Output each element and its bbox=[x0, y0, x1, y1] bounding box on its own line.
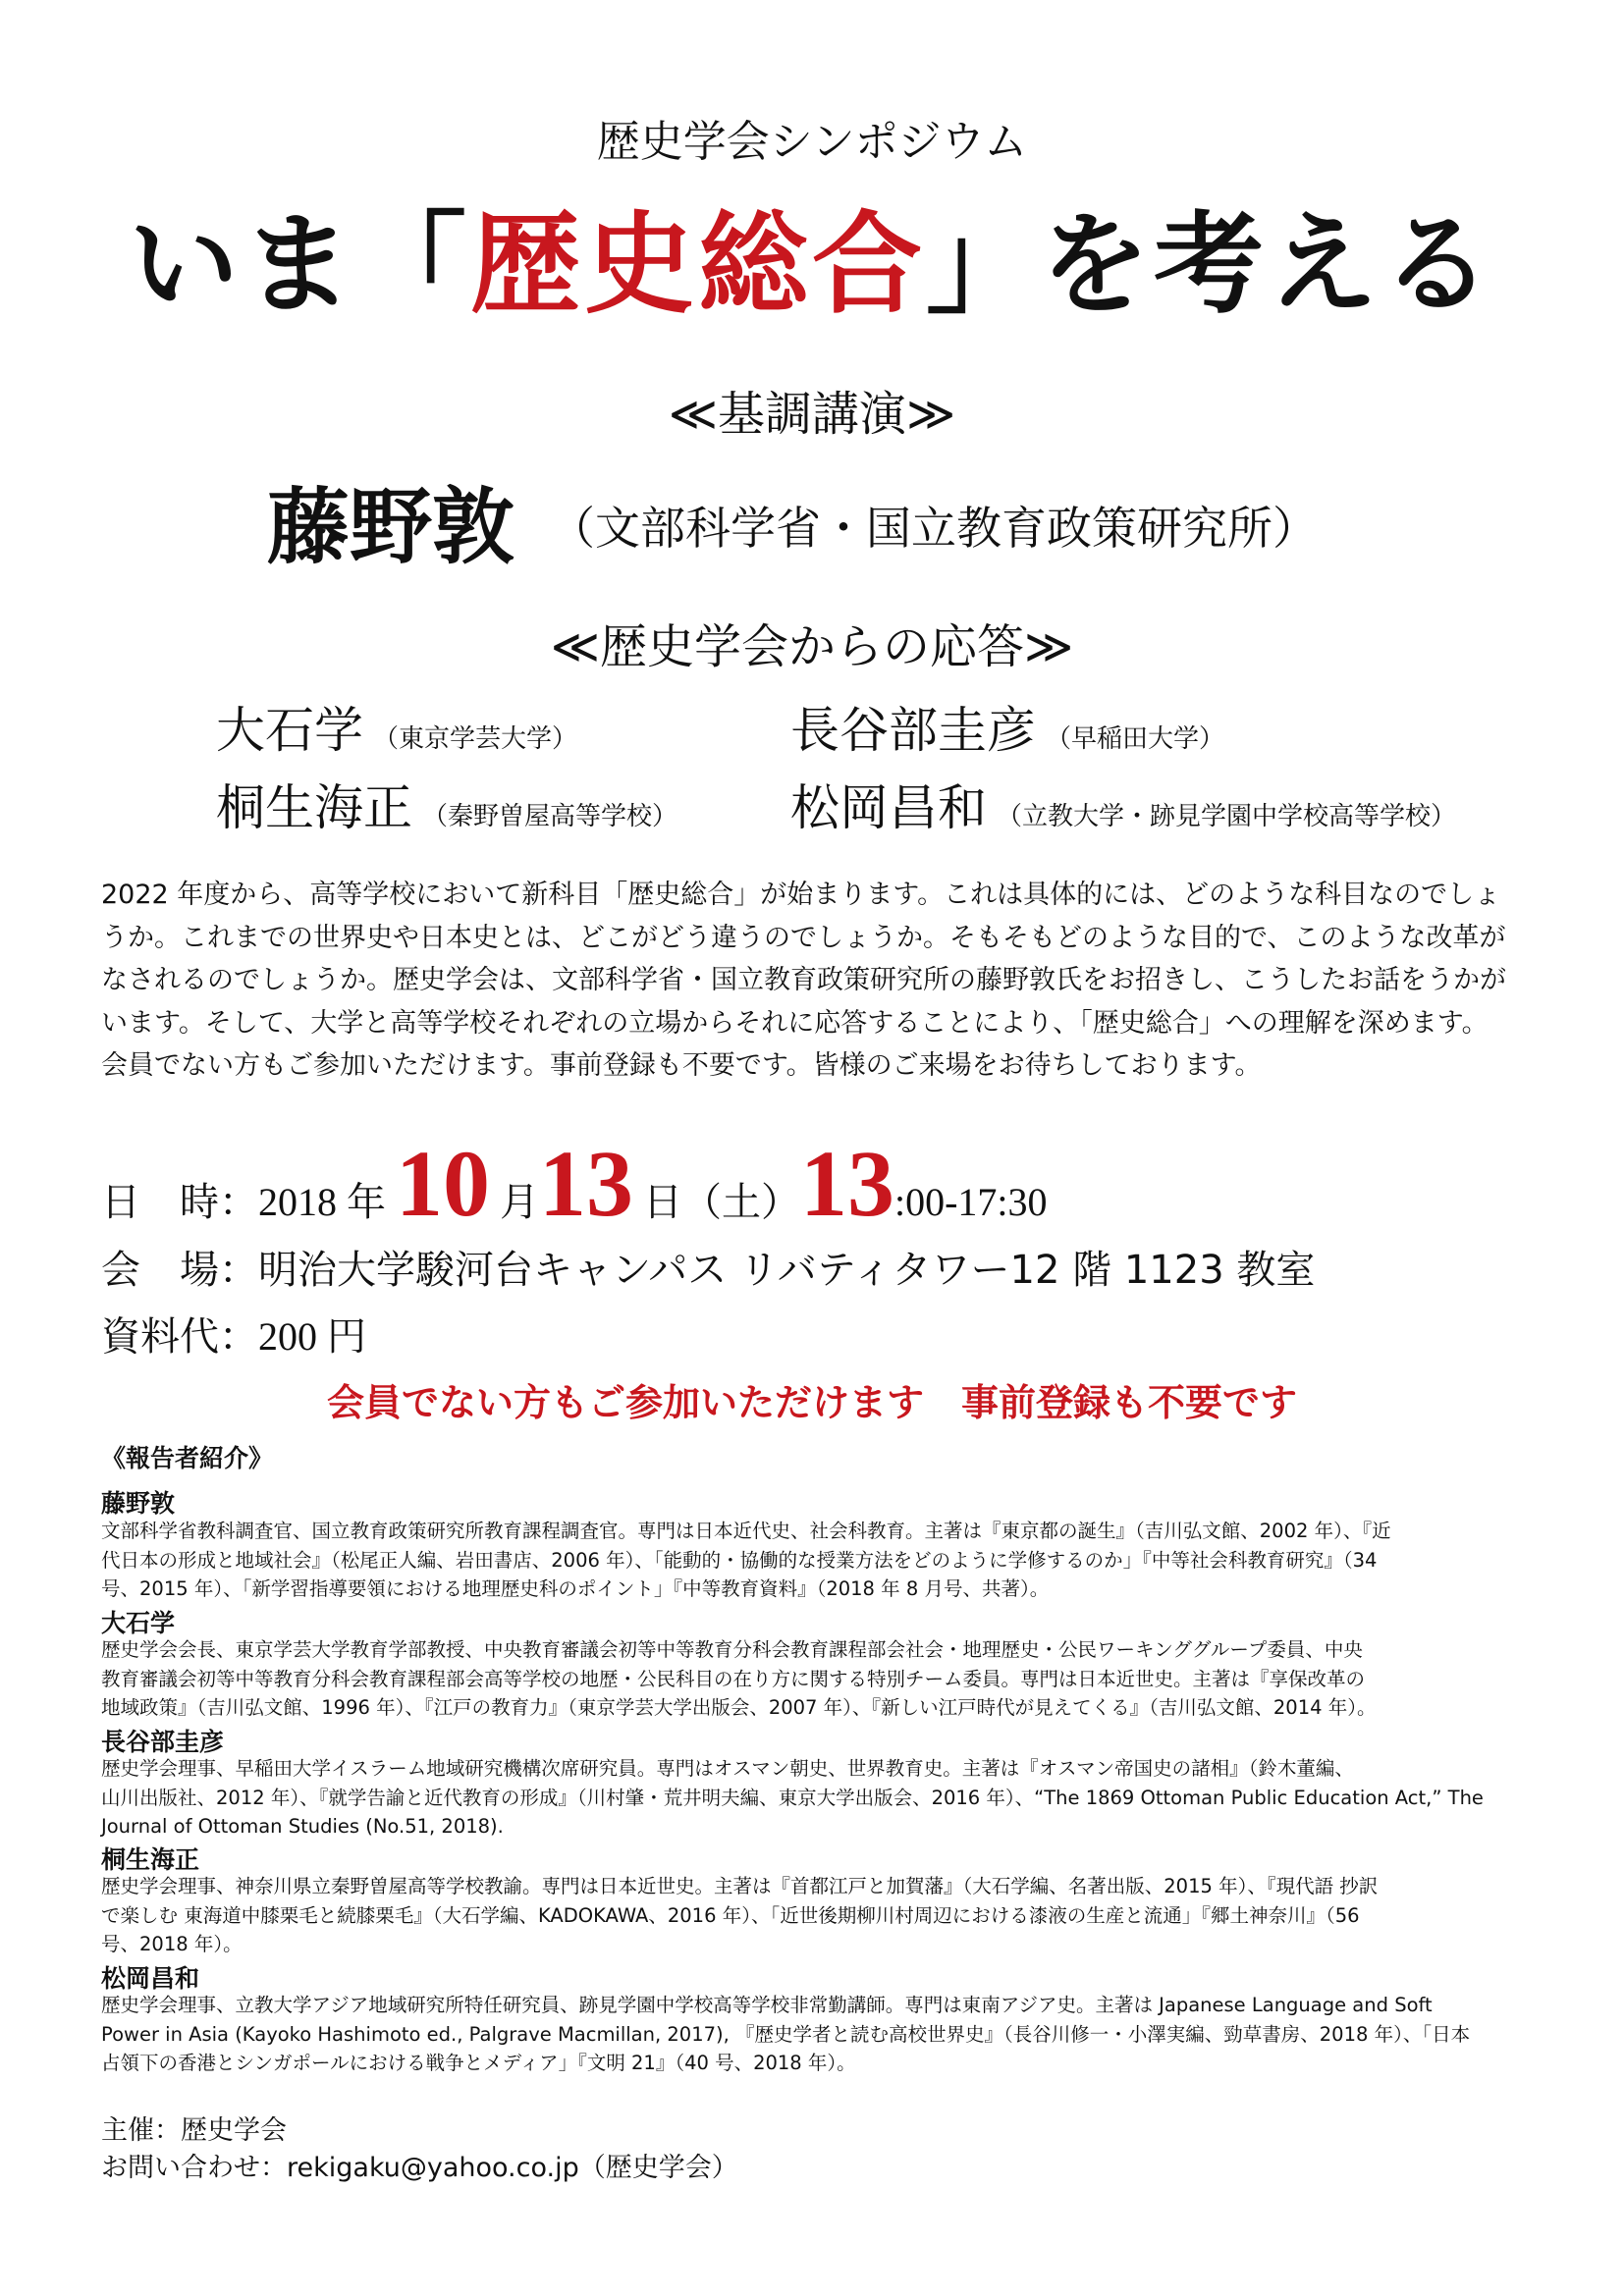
fee-unit: 円 bbox=[327, 1314, 366, 1360]
keynote-section-label: ≪基調講演≫ bbox=[668, 387, 956, 442]
intro-line: なされるのでしょうか。歴史学会は、文部科学省・国立教育政策研究所の藤野敦氏をお招きし、こうしたお話をうかが bbox=[101, 965, 1506, 995]
event-datetime bbox=[101, 1129, 1048, 1238]
date-day: 13 bbox=[539, 1131, 633, 1236]
profile-bio bbox=[101, 1991, 1530, 2078]
date-year: 2018 bbox=[258, 1180, 337, 1224]
event-subtitle: 歴史学会シンポジウム bbox=[596, 117, 1028, 167]
fee-label: 資料代： bbox=[101, 1314, 258, 1360]
event-title bbox=[0, 177, 1624, 335]
bio-line: 文部科学省教科調査官、国立教育政策研究所教育課程調査官。専門は日本近代史、社会科教育。主著は『東京都の誕生』（吉川弘文館、2002 年）、『近 bbox=[101, 1520, 1391, 1542]
bio-line: Journal of Ottoman Studies (No.51, 2018). bbox=[101, 1815, 504, 1838]
bio-line: 占領下の香港とシンガポールにおける戦争とメディア」『文明 21』（40 号、2018 年）。 bbox=[101, 2052, 856, 2074]
intro-line: 会員でない方もご参加いただけます。事前登録も不要です。皆様のご来場をお待ちしております。 bbox=[101, 1050, 1262, 1081]
profile-bio bbox=[101, 1754, 1530, 1842]
intro-line: 2022 年度から、高等学校において新科目「歴史総合」が始まります。これは具体的には、どのような科目なのでしょ bbox=[101, 880, 1501, 910]
bio-line: 歴史学会理事、立教大学アジア地域研究所特任研究員、跡見学園中学校高等学校非常勤講師。専門は東南アジア史。主著は Japanese Language and Soft bbox=[101, 1994, 1433, 2016]
bio-line: 号、2018 年）。 bbox=[101, 1933, 243, 1955]
profile-bio bbox=[101, 1517, 1530, 1604]
title-suffix: 」を考える bbox=[926, 201, 1495, 329]
event-venue bbox=[101, 1239, 1315, 1295]
speaker-entry bbox=[790, 691, 1224, 762]
organizer: 主催：歴史学会 bbox=[101, 2115, 287, 2146]
profile-name: 藤野敦 bbox=[101, 1489, 176, 1518]
date-month: 10 bbox=[396, 1131, 490, 1236]
fee-amount: 200 bbox=[258, 1314, 317, 1359]
speaker-entry bbox=[216, 691, 577, 762]
bio-line: 歴史学会理事、神奈川県立秦野曽屋高等学校教諭。専門は日本近世史。主著は『首都江戸と加賀藩』（大石学編、名著出版、2015 年）、『現代語 抄訳 bbox=[101, 1875, 1379, 1897]
speaker-affiliation: （早稲田大学） bbox=[1046, 724, 1225, 754]
bio-line: で楽しむ 東海道中膝栗毛と続膝栗毛』（大石学編、KADOKAWA、2016 年）、「近世後期柳川村周辺における漆液の生産と流通」『郷土神奈川』（56 bbox=[101, 1903, 1360, 1927]
bio-line: Power in Asia (Kayoko Hashimoto ed., Palgrave Macmillan, 2017), 『歴史学者と読む高校世界史』（長谷川修一・小澤実編、勁草書房、2018 年）、「日本 bbox=[101, 2022, 1471, 2046]
start-hour: 13 bbox=[800, 1131, 894, 1236]
keynote-speaker-name: 藤野敦 bbox=[267, 479, 515, 575]
profile-bio bbox=[101, 1635, 1530, 1723]
profile-name: 松岡昌和 bbox=[101, 1964, 200, 1993]
profile-bio bbox=[101, 1872, 1530, 1959]
intro-line: います。そして、大学と高等学校それぞれの立場からそれに応答することにより、「歴史総合」への理解を深めます。 bbox=[101, 1007, 1489, 1039]
date-month-unit: 月 bbox=[500, 1180, 539, 1225]
title-highlight: 歴史総合 bbox=[470, 201, 926, 329]
title-prefix: いま「 bbox=[129, 201, 470, 329]
speaker-entry bbox=[216, 769, 677, 839]
bio-line: 山川出版社、2012 年）、『就学告諭と近代教育の形成』（川村肇・荒井明夫編、東京大学出版会、2016 年）、“The 1869 Ottoman Public Education Act,” The bbox=[101, 1786, 1484, 1809]
bio-line: 代日本の形成と地域社会』（松尾正人編、岩田書店、2006 年）、「能動的・協働的な授業方法をどのように学修するのか」『中等社会科教育研究』（34 bbox=[101, 1548, 1378, 1572]
speaker-affiliation: （立教大学・跡見学園中学校高等学校） bbox=[997, 802, 1457, 831]
venue-text: 明治大学駿河台キャンパス リバティタワー12 階 1123 教室 bbox=[258, 1248, 1316, 1293]
speaker-name: 長谷部圭彦 bbox=[790, 702, 1036, 759]
bio-line: 地域政策』（吉川弘文館、1996 年）、『江戸の教育力』（東京学芸大学出版会、2007 年）、『新しい江戸時代が見えてくる』（吉川弘文館、2014 年）。 bbox=[101, 1696, 1377, 1719]
profile-name: 桐生海正 bbox=[101, 1845, 200, 1874]
speaker-entry bbox=[790, 769, 1456, 839]
speaker-name: 松岡昌和 bbox=[790, 779, 987, 836]
date-day-unit: 日（土） bbox=[643, 1180, 800, 1225]
speaker-affiliation: （秦野曽屋高等学校） bbox=[422, 802, 678, 831]
speaker-affiliation: （東京学芸大学） bbox=[373, 724, 578, 754]
speaker-name: 桐生海正 bbox=[216, 779, 412, 836]
date-year-unit: 年 bbox=[347, 1180, 386, 1225]
venue-label: 会 場： bbox=[101, 1248, 258, 1293]
contact-info: お問い合わせ：rekigaku@yahoo.co.jp（歴史学会） bbox=[101, 2153, 738, 2183]
keynote-speaker-affiliation: （文部科学省・国立教育政策研究所） bbox=[550, 502, 1318, 555]
profile-name: 大石学 bbox=[101, 1609, 176, 1637]
bio-line: 歴史学会理事、早稲田大学イスラーム地域研究機構次席研究員。専門はオスマン朝史、世界教育史。主著は『オスマン帝国史の諸相』（鈴木董編、 bbox=[101, 1757, 1354, 1780]
bio-line: 号、2015 年）、「新学習指導要領における地理歴史科のポイント」『中等教育資料』（2018 年 8 月号、共著）。 bbox=[101, 1577, 1050, 1600]
speaker-name: 大石学 bbox=[216, 702, 363, 759]
bio-line: 歴史学会会長、東京学芸大学教育学部教授、中央教育審議会初等中等教育分科会教育課程部会社会・地理歴史・公民ワーキンググループ委員、中央 bbox=[101, 1638, 1363, 1661]
responses-section-label: ≪歴史学会からの応答≫ bbox=[550, 619, 1074, 674]
intro-line: うか。これまでの世界史や日本史とは、どこがどう違うのでしょうか。そもそもどのような目的で、このような改革が bbox=[101, 922, 1506, 953]
intro-paragraph bbox=[101, 874, 1535, 1088]
profile-name: 長谷部圭彦 bbox=[101, 1728, 225, 1756]
bio-line: 教育審議会初等中等教育分科会教育課程部会高等学校の地歴・公民科目の在り方に関する特別チーム委員。専門は日本近世史。主著は『享保改革の bbox=[101, 1667, 1366, 1690]
time-range: :00-17:30 bbox=[894, 1180, 1048, 1224]
event-fee bbox=[101, 1306, 366, 1362]
profiles-heading: 《報告者紹介》 bbox=[101, 1444, 274, 1472]
date-label: 日 時： bbox=[101, 1180, 258, 1225]
attendance-notice: 会員でない方もご参加いただけます 事前登録も不要です bbox=[326, 1381, 1297, 1424]
